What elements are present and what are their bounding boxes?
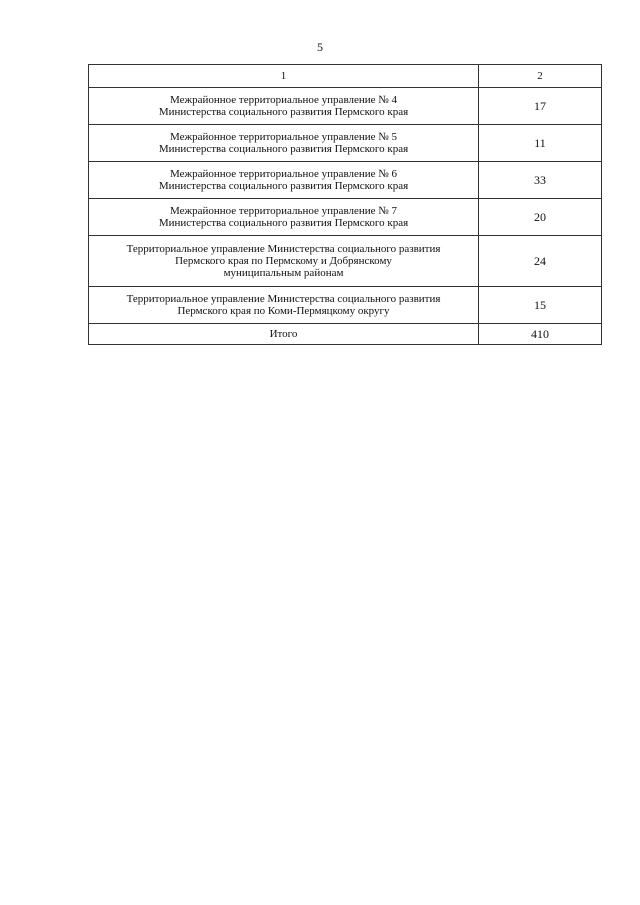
allocation-table [88, 64, 602, 345]
department-name-cell [89, 199, 479, 236]
department-name-line: Межрайонное территориальное управление № 5 [169, 131, 398, 143]
department-name-line: Межрайонное территориальное управление № 7 [169, 205, 398, 217]
total-label-cell: Итого [89, 324, 479, 345]
department-name-cell [89, 162, 479, 199]
table-row [89, 88, 602, 125]
department-name-cell [89, 236, 479, 287]
table-row [89, 236, 602, 287]
count-cell: 15 [479, 287, 602, 324]
column-header-1: 1 [89, 65, 479, 88]
table-row [89, 287, 602, 324]
column-header-2: 2 [479, 65, 602, 88]
total-value-cell: 410 [479, 324, 602, 345]
department-name-line: Пермского края по Коми-Пермяцкому округу [177, 305, 390, 317]
department-name-cell [89, 287, 479, 324]
table-header-row [89, 65, 602, 88]
department-name-line: Межрайонное территориальное управление № 6 [169, 168, 398, 180]
department-name-line: Пермского края по Пермскому и Добрянскому [175, 255, 392, 267]
department-name-line: Министерства социального развития Пермского края [158, 217, 409, 229]
department-name-cell [89, 125, 479, 162]
count-cell: 11 [479, 125, 602, 162]
page-number: 5 [317, 40, 323, 54]
department-name-line: Министерства социального развития Пермского края [158, 106, 409, 118]
department-name-line: Межрайонное территориальное управление № 4 [169, 94, 398, 106]
table-row [89, 162, 602, 199]
department-name-line: Министерства социального развития Пермского края [158, 143, 409, 155]
department-name-line: Территориальное управление Министерства социального развития [126, 243, 441, 255]
total-row [89, 324, 602, 345]
count-cell: 24 [479, 236, 602, 287]
table-row [89, 199, 602, 236]
department-name-cell [89, 88, 479, 125]
department-name-line: Территориальное управление Министерства социального развития [126, 293, 441, 305]
department-name-line: муниципальным районам [223, 267, 344, 279]
count-cell: 17 [479, 88, 602, 125]
count-cell: 20 [479, 199, 602, 236]
count-cell: 33 [479, 162, 602, 199]
table-row [89, 125, 602, 162]
department-name-line: Министерства социального развития Пермского края [158, 180, 409, 192]
